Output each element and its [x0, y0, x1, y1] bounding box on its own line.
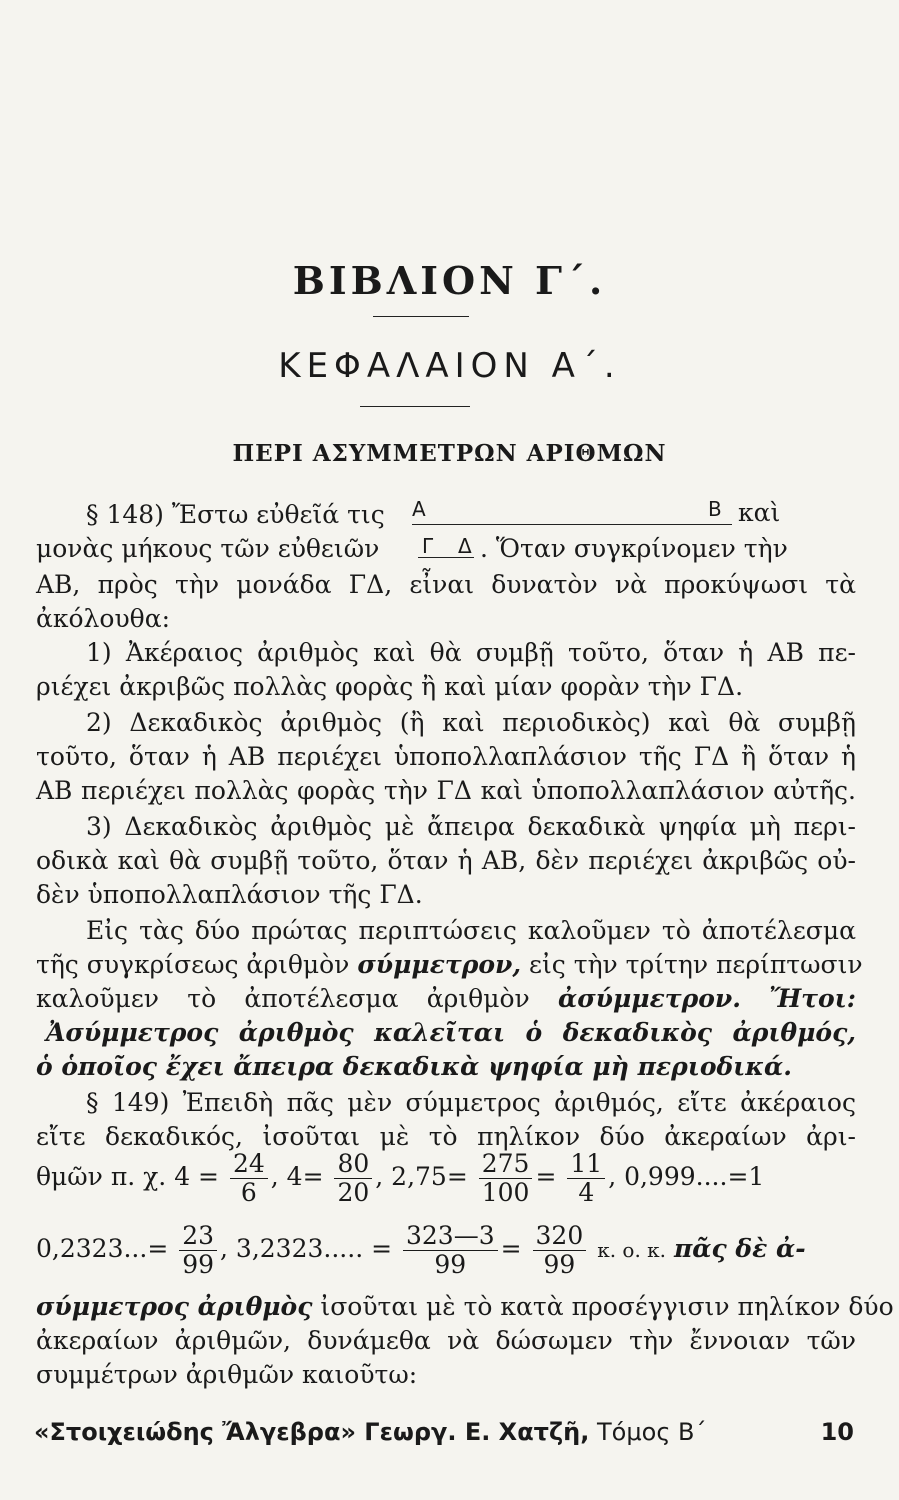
text: , 4= — [270, 1162, 324, 1191]
denominator: 4 — [578, 1178, 595, 1207]
text: εἰς τὴν τρίτην περίπτωσιν — [529, 950, 863, 979]
section-title: ΠΕΡΙ ΑΣΥΜΜΕΤΡΩΝ ΑΡΙΘΜΩΝ — [232, 440, 667, 467]
case-1-line-2: ριέχει ἀκριβῶς πολλὰς φορὰς ἢ καὶ μίαν φορὰν τὴν ΓΔ. — [36, 672, 744, 701]
text: § 148) Ἔστω εὐθεῖά τις — [86, 500, 385, 529]
fraction — [479, 1150, 533, 1207]
text: πᾶς δὲ ἀ- — [673, 1234, 806, 1263]
numerator: 80 — [334, 1150, 372, 1179]
segment-ab — [412, 524, 732, 525]
numerator: 323—3 — [403, 1222, 498, 1251]
numerator: 23 — [179, 1222, 217, 1251]
case-2-line-2: τοῦτο, ὅταν ἡ AB περιέχει ὑποπολλαπλάσιον τῆς ΓΔ ἢ ὅταν ἡ — [36, 742, 856, 771]
text: καὶ — [738, 498, 781, 527]
book-title: ΒΙΒΛΙΟΝ Γ΄. — [292, 258, 607, 303]
text: τῆς συγκρίσεως ἀριθμὸν — [36, 950, 350, 979]
footer-volume: Τόμος Β΄ — [597, 1418, 707, 1446]
equation-line-1 — [36, 1150, 764, 1207]
numerator: 11 — [567, 1150, 605, 1179]
case-2-line-3: AB περιέχει πολλὰς φορὰς τὴν ΓΔ καὶ ὑποπολλαπλάσιον αὐτῆς. — [36, 776, 856, 805]
fraction — [403, 1222, 498, 1279]
text: θμῶν π. χ. 4 = — [36, 1162, 219, 1191]
term-asymmetric: ἀσύμμετρον. — [557, 984, 741, 1013]
segment-ab-label-b: B — [708, 497, 722, 521]
text: , 3,2323..... = — [220, 1234, 393, 1263]
chapter-title: ΚΕΦΑΛΑΙΟΝ Α΄. — [278, 346, 621, 386]
page-number: 10 — [820, 1418, 854, 1446]
numerator: 275 — [479, 1150, 533, 1179]
text: , 0,999....=1 — [608, 1162, 765, 1191]
paragraph-149-line-6: ἀκεραίων ἀριθμῶν, δυνάμεθα νὰ δώσωμεν τὴν ἔννοιαν τῶν — [36, 1326, 856, 1355]
text: 0,2323...= — [36, 1234, 169, 1263]
denominator: 6 — [240, 1178, 257, 1207]
paragraph-148-line-4: ἀκόλουθα: — [36, 604, 171, 633]
numerator: 320 — [533, 1222, 587, 1251]
title-rule-2 — [360, 406, 470, 407]
footer-source: «Στοιχειώδης Ἄλγεβρα» Γεωργ. Ε. Χατζῆ, — [34, 1418, 590, 1446]
segment-ab-label-a: A — [412, 497, 426, 521]
definition-line-1: Ἀσύμμετρος ἀριθμὸς καλεῖται ὁ δεκαδικὸς ἀριθμός, — [46, 1018, 856, 1047]
title-rule-1 — [373, 316, 469, 317]
case-3-line-3: δὲν ὑποπολλαπλάσιον τῆς ΓΔ. — [36, 880, 423, 909]
fraction — [179, 1222, 217, 1279]
segment-gd-label-g: Γ — [422, 534, 434, 558]
denominator: 99 — [434, 1250, 467, 1279]
fraction — [230, 1150, 268, 1207]
denominator: 100 — [481, 1178, 530, 1207]
page-footer — [34, 1418, 854, 1446]
text: Ἤτοι: — [769, 984, 856, 1013]
numerator: 24 — [230, 1150, 268, 1179]
text: κ. ο. κ. — [597, 1238, 667, 1262]
segment-gd-label-d: Δ — [458, 534, 472, 558]
text: . Ὅταν συγκρίνομεν τὴν — [480, 534, 788, 563]
denominator: 99 — [543, 1250, 576, 1279]
paragraph-149-line-2: εἴτε δεκαδικός, ἰσοῦται μὲ τὸ πηλίκον δύο ἀκεραίων ἀρι- — [36, 1122, 856, 1151]
text: μονὰς μήκους τῶν εὐθειῶν — [36, 534, 380, 563]
denominator: 99 — [182, 1250, 215, 1279]
case-2-line-1: 2) Δεκαδικὸς ἀριθμὸς (ἢ καὶ περιοδικὸς) καὶ θὰ συμβῇ — [86, 708, 856, 737]
fraction — [567, 1150, 605, 1207]
denominator: 20 — [337, 1178, 370, 1207]
fraction — [334, 1150, 372, 1207]
case-3-line-1: 3) Δεκαδικὸς ἀριθμὸς μὲ ἄπειρα δεκαδικὰ ψηφία μὴ περι- — [86, 812, 856, 841]
equation-line-2 — [36, 1222, 806, 1279]
paragraph-149-line-5 — [36, 1290, 894, 1324]
paragraph-149-line-7: συμμέτρων ἀριθμῶν καιοῦτω: — [36, 1360, 418, 1389]
summary-line-1: Εἰς τὰς δύο πρώτας περιπτώσεις καλοῦμεν τὸ ἀποτέλεσμα — [86, 916, 856, 945]
text: ἰσοῦται μὲ τὸ κατὰ προσέγγισιν πηλίκον δύο — [320, 1292, 894, 1321]
text: = — [535, 1162, 557, 1191]
summary-line-2 — [36, 948, 863, 982]
case-1-line-1: 1) Ἀκέραιος ἀριθμὸς καὶ θὰ συμβῇ τοῦτο, ὅταν ἡ AB πε- — [86, 638, 856, 667]
text: σύμμετρος ἀριθμὸς — [36, 1292, 313, 1321]
definition-line-2: ὁ ὁποῖος ἔχει ἄπειρα δεκαδικὰ ψηφία μὴ περιοδικά. — [36, 1052, 792, 1081]
text: καλοῦμεν τὸ ἀποτέλεσμα ἀριθμὸν — [36, 984, 530, 1013]
case-3-line-2: οδικὰ καὶ θὰ συμβῇ τοῦτο, ὅταν ἡ AB, δὲν περιέχει ἀκριβῶς οὐ- — [36, 846, 856, 875]
paragraph-148-line-3: AB, πρὸς τὴν μονάδα ΓΔ, εἶναι δυνατὸν νὰ προκύψωσι τὰ — [36, 570, 856, 599]
paragraph-149-line-1: § 149) Ἐπειδὴ πᾶς μὲν σύμμετρος ἀριθμός, εἴτε ἀκέραιος — [86, 1088, 856, 1117]
term-symmetric: σύμμετρον, — [357, 950, 522, 979]
text: = — [500, 1234, 522, 1263]
summary-line-3 — [36, 982, 856, 1016]
text: , 2,75= — [375, 1162, 468, 1191]
fraction — [533, 1222, 587, 1279]
